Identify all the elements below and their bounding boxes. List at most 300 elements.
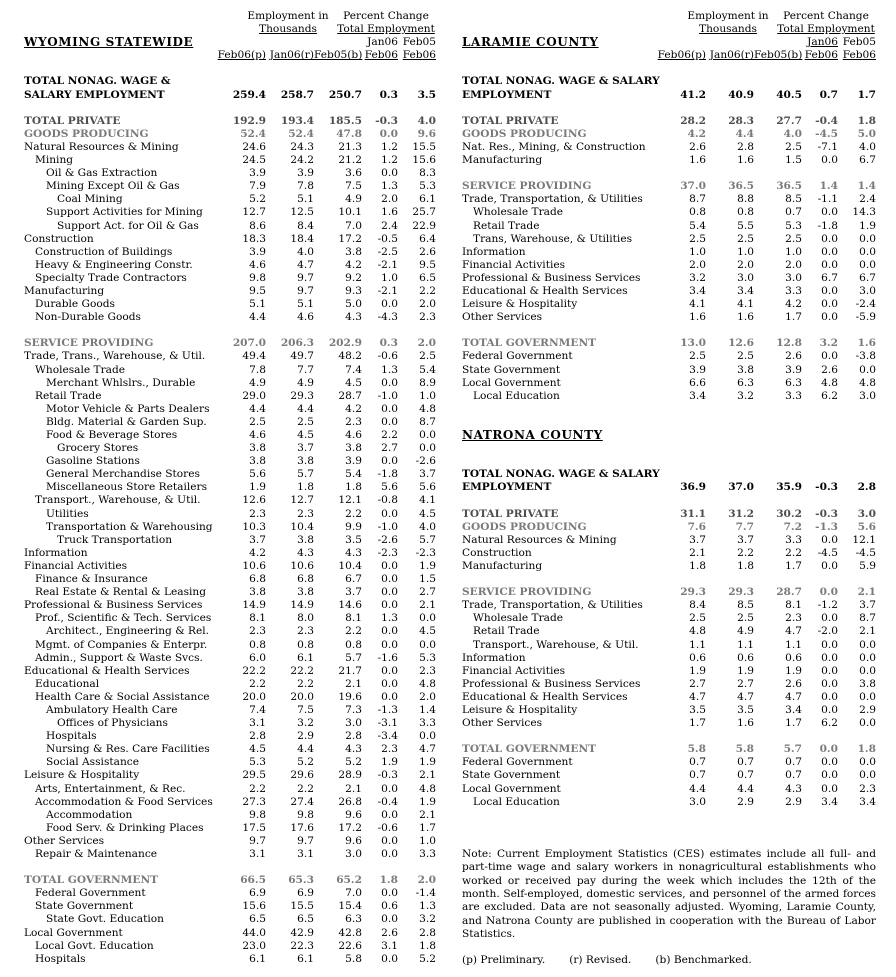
row-value: 4.7 [785, 690, 802, 703]
row-value: -0.4 [377, 795, 398, 808]
table-row [24, 534, 436, 547]
row-label: Motor Vehicle & Parts Dealers [46, 402, 210, 415]
row-label: TOTAL GOVERNMENT [462, 337, 597, 350]
row-value: 3.8 [737, 363, 754, 376]
row-value: -2.6 [377, 533, 398, 546]
row-value: 42.8 [338, 926, 362, 939]
table-row [462, 298, 876, 311]
table-row [24, 521, 436, 534]
row-value: 1.6 [857, 337, 876, 350]
row-value: 1.1 [737, 638, 754, 651]
table-row [24, 756, 436, 769]
row-value: 3.9 [345, 455, 362, 468]
table-row [462, 717, 876, 730]
row-value: 3.0 [857, 507, 876, 520]
row-value: 24.2 [290, 154, 314, 167]
row-value: 2.2 [249, 677, 266, 690]
row-value: 4.7 [297, 258, 314, 271]
table-row [24, 311, 436, 324]
row-label: Transportation & Warehousing [46, 520, 213, 533]
total-nonag-line1 [24, 75, 436, 88]
row-label: Miscellaneous Store Retailers [46, 481, 208, 494]
row-value: 42.9 [290, 926, 314, 939]
row-value: 9.5 [249, 284, 266, 297]
row-label: Manufacturing [462, 559, 543, 572]
row-value: 31.1 [680, 507, 706, 520]
row-value: 4.2 [687, 127, 706, 140]
row-value: -4.5 [855, 546, 876, 559]
row-value: 1.6 [381, 206, 398, 219]
row-value: 3.3 [419, 848, 436, 860]
row-value: 0.0 [381, 586, 398, 599]
row-value: -1.2 [817, 599, 838, 612]
row-value: 1.7 [689, 717, 706, 730]
row-label: Food & Beverage Stores [46, 429, 178, 441]
row-value: 2.5 [689, 232, 706, 245]
row-value: 1.3 [419, 900, 436, 913]
row-value: 12.1 [852, 533, 876, 546]
row-value: 4.4 [249, 402, 266, 415]
row-value: 8.9 [419, 376, 436, 389]
row-value: 5.2 [297, 756, 314, 769]
row-value: 3.2 [419, 913, 436, 926]
row-value: 0.3 [379, 337, 398, 350]
row-value: 2.1 [419, 808, 436, 821]
row-value: 3.5 [417, 88, 436, 101]
row-gap [24, 324, 436, 337]
row-value: 22.2 [290, 664, 314, 677]
table-row [24, 337, 436, 350]
row-value: 6.9 [249, 887, 266, 900]
row-value: 25.7 [412, 206, 436, 219]
row-value: 7.7 [735, 520, 754, 533]
row-value: 4.2 [249, 546, 266, 559]
row-label: State Government [35, 900, 134, 913]
row-value: -2.5 [377, 245, 398, 258]
row-value: -4.5 [817, 546, 838, 559]
row-value: -2.6 [415, 455, 436, 468]
row-value: 2.8 [419, 926, 436, 939]
row-value: 5.2 [249, 193, 266, 206]
row-value: 0.0 [821, 756, 838, 769]
row-value: -1.3 [377, 703, 398, 716]
row-value: 5.4 [419, 363, 436, 376]
row-value: 0.6 [785, 651, 802, 664]
row-label: Non-Durable Goods [35, 311, 141, 324]
row-value: 22.9 [412, 219, 436, 232]
row-value: 8.6 [249, 219, 266, 232]
row-value: 0.0 [381, 690, 398, 703]
row-value: 3.8 [249, 455, 266, 468]
table-row [462, 756, 876, 769]
row-value: 2.6 [785, 677, 802, 690]
row-value: -1.3 [815, 520, 838, 533]
header-line-4 [462, 49, 876, 62]
row-value: 2.2 [737, 546, 754, 559]
row-value: -5.9 [855, 311, 876, 324]
row-label: Professional & Business Services [462, 677, 641, 690]
row-value: 3.0 [737, 271, 754, 284]
row-value: 4.5 [249, 743, 266, 756]
row-value: 4.3 [345, 546, 362, 559]
table-row [24, 154, 436, 167]
row-value: -0.5 [377, 232, 398, 245]
row-value: 15.5 [290, 900, 314, 913]
row-value: 3.2 [737, 389, 754, 402]
row-value: 29.3 [680, 586, 706, 599]
table-row [24, 717, 436, 730]
row-value: 22.3 [290, 939, 314, 952]
row-value: 1.0 [737, 245, 754, 258]
row-label: State Government [462, 769, 561, 782]
row-value: 10.6 [242, 559, 266, 572]
row-value: 6.7 [821, 271, 838, 284]
row-value: 7.9 [249, 180, 266, 193]
row-value: 1.5 [419, 573, 436, 586]
row-value: 4.9 [345, 193, 362, 206]
row-value: 0.8 [249, 638, 266, 651]
table-row [24, 874, 436, 887]
row-value: 3.7 [345, 586, 362, 599]
table-row [24, 350, 436, 363]
row-value: 4.7 [737, 690, 754, 703]
table-row [24, 900, 436, 913]
row-value: 0.0 [821, 311, 838, 324]
row-value: 21.7 [338, 664, 362, 677]
table-row [462, 796, 876, 809]
row-value: 2.6 [821, 363, 838, 376]
row-value: -4.3 [377, 311, 398, 324]
row-value: 5.3 [419, 180, 436, 193]
wyoming-panel [24, 10, 436, 967]
row-value: 5.3 [249, 756, 266, 769]
row-value: 10.4 [338, 559, 362, 572]
row-label: Information [462, 245, 526, 258]
row-value: 3.1 [249, 848, 266, 860]
row-label: Wholesale Trade [35, 363, 126, 376]
table-row [24, 927, 436, 940]
row-value: 4.8 [689, 625, 706, 638]
row-value: 4.0 [417, 114, 436, 127]
table-row [24, 573, 436, 586]
table-row [462, 599, 876, 612]
table-row [462, 560, 876, 573]
row-value: 9.8 [249, 271, 266, 284]
counties-panel [462, 10, 876, 967]
row-value: 0.0 [821, 298, 838, 311]
row-value: 24.6 [242, 140, 266, 153]
row-value: 1.6 [737, 311, 754, 324]
row-value: 4.8 [419, 782, 436, 795]
col-header-feb06p: Feb06(p) [217, 49, 266, 62]
row-value: 4.2 [345, 258, 362, 271]
row-value: 9.3 [345, 284, 362, 297]
row-value: 2.2 [419, 284, 436, 297]
col-header-feb06b: Feb06 [402, 49, 436, 62]
row-value: 4.4 [689, 782, 706, 795]
table-row [24, 586, 436, 599]
row-value: 6.7 [859, 271, 876, 284]
total-nonag-line1 [462, 75, 876, 88]
row-value: 36.5 [728, 180, 754, 193]
row-value: 7.0 [345, 219, 362, 232]
row-value: 10.1 [338, 206, 362, 219]
table-row [462, 128, 876, 141]
row-value: 3.0 [785, 271, 802, 284]
spacer [462, 442, 876, 468]
row-value: 259.4 [232, 88, 266, 101]
table-row [24, 691, 436, 704]
table-row [24, 259, 436, 272]
row-value: 18.4 [290, 232, 314, 245]
row-value: 0.0 [381, 808, 398, 821]
table-row [462, 337, 876, 350]
row-value: 6.1 [419, 193, 436, 206]
table-row [24, 180, 436, 193]
row-value: 2.1 [345, 782, 362, 795]
row-value: 3.0 [345, 717, 362, 730]
row-value: 1.1 [785, 638, 802, 651]
row-value: 9.7 [249, 834, 266, 847]
row-value: 3.8 [345, 442, 362, 455]
row-value: -2.1 [377, 284, 398, 297]
row-value: 2.5 [785, 232, 802, 245]
row-value: 0.0 [381, 887, 398, 900]
row-label: Prof., Scientific & Tech. Services [35, 612, 212, 625]
row-value: 65.2 [336, 874, 362, 887]
row-value: -1.6 [377, 651, 398, 664]
row-label: Leisure & Hospitality [24, 769, 140, 782]
row-value: 4.3 [345, 743, 362, 756]
row-value: 4.0 [783, 127, 802, 140]
row-value: 206.3 [280, 337, 314, 350]
employment-in-label: Employment in [687, 10, 769, 22]
row-value: 2.1 [857, 586, 876, 599]
row-label: SALARY EMPLOYMENT [24, 88, 165, 101]
row-value: 3.9 [249, 167, 266, 180]
row-value: 3.8 [297, 586, 314, 599]
total-nonag-line2 [462, 89, 876, 102]
row-value: 9.6 [345, 834, 362, 847]
jan06-over-label: Jan06 [367, 36, 398, 49]
table-row [24, 285, 436, 298]
row-value: 12.1 [338, 494, 362, 507]
table-row [462, 547, 876, 560]
row-value: 0.0 [859, 664, 876, 677]
table-row [24, 625, 436, 638]
row-label: Specialty Trade Contractors [35, 271, 187, 284]
row-value: 15.6 [412, 154, 436, 167]
feb05-over-label: Feb05 [402, 36, 436, 49]
col-header-feb06a: Feb06 [364, 49, 398, 62]
table-row [24, 206, 436, 219]
row-value: 2.2 [297, 677, 314, 690]
row-value: 5.6 [419, 481, 436, 494]
col-header-feb06p: Feb06(p) [657, 49, 706, 62]
row-value: 0.0 [859, 717, 876, 730]
row-value: 2.3 [859, 782, 876, 795]
table-row [462, 639, 876, 652]
row-value: 47.8 [336, 127, 362, 140]
row-value: -0.3 [815, 481, 838, 494]
row-value: -0.3 [815, 507, 838, 520]
row-value: 3.4 [737, 284, 754, 297]
row-value: 1.4 [419, 703, 436, 716]
row-value: 6.2 [821, 389, 838, 402]
row-label: Ambulatory Health Care [46, 703, 178, 716]
row-value: 2.2 [785, 546, 802, 559]
row-value: 6.7 [345, 573, 362, 586]
row-value: 3.3 [785, 389, 802, 402]
row-value: 2.8 [737, 140, 754, 153]
row-value: 0.0 [821, 245, 838, 258]
table-row [462, 691, 876, 704]
row-value: 4.8 [821, 376, 838, 389]
row-value: 5.4 [689, 219, 706, 232]
row-value: 0.0 [381, 455, 398, 468]
row-value: 36.9 [680, 481, 706, 494]
row-value: 9.2 [345, 271, 362, 284]
row-value: -2.3 [415, 546, 436, 559]
row-value: 2.3 [249, 625, 266, 638]
row-value: 4.9 [297, 376, 314, 389]
table-row [462, 783, 876, 796]
table-row [24, 233, 436, 246]
row-value: 3.8 [297, 455, 314, 468]
row-label: Natural Resources & Mining [24, 140, 179, 153]
row-label: Educational & Health Services [462, 284, 628, 297]
row-value: 12.6 [242, 494, 266, 507]
laramie-column-header [462, 10, 876, 62]
row-label: Retail Trade [473, 625, 540, 638]
row-value: 3.4 [689, 389, 706, 402]
row-value: 1.0 [689, 245, 706, 258]
row-value: 1.8 [419, 939, 436, 952]
table-row [462, 390, 876, 403]
row-label: TOTAL PRIVATE [462, 507, 559, 520]
row-value: 0.0 [381, 952, 398, 965]
laramie-total-block [462, 75, 876, 101]
total-nonag-line1 [462, 468, 876, 481]
row-value: 3.0 [859, 284, 876, 297]
table-row [24, 809, 436, 822]
col-header-feb06a: Feb06 [804, 49, 838, 62]
table-row [24, 704, 436, 717]
table-row [24, 887, 436, 900]
row-gap [24, 861, 436, 874]
row-value: 5.0 [345, 298, 362, 311]
wyoming-title: WYOMING STATEWIDE [24, 35, 194, 50]
row-value: 2.9 [297, 730, 314, 743]
table-row [462, 220, 876, 233]
row-value: 3.1 [297, 848, 314, 860]
row-value: 3.7 [297, 442, 314, 455]
row-value: 0.7 [689, 769, 706, 782]
row-value: 37.0 [680, 180, 706, 193]
row-label: TOTAL GOVERNMENT [24, 874, 159, 887]
row-label: Truck Transportation [57, 533, 173, 546]
spacer [462, 62, 876, 75]
row-value: 1.3 [381, 612, 398, 625]
row-label: Support Act. for Oil & Gas [57, 219, 199, 232]
table-row [24, 494, 436, 507]
row-label: TOTAL PRIVATE [24, 114, 121, 127]
row-value: 12.5 [290, 206, 314, 219]
spacer [24, 62, 436, 75]
row-value: 1.7 [785, 717, 802, 730]
row-value: 4.6 [249, 429, 266, 441]
row-value: 2.9 [737, 795, 754, 808]
row-value: 0.8 [689, 206, 706, 219]
row-value: 1.2 [381, 154, 398, 167]
row-value: 2.3 [249, 507, 266, 520]
row-value: 0.0 [381, 848, 398, 860]
col-header-feb05b: Feb05(b) [754, 49, 803, 62]
row-value: 9.6 [345, 808, 362, 821]
row-value: 1.9 [419, 756, 436, 769]
row-value: 5.0 [857, 127, 876, 140]
row-value: 3.4 [821, 795, 838, 808]
row-label: Federal Government [35, 887, 146, 900]
row-value: 4.7 [689, 690, 706, 703]
row-value: -0.4 [815, 114, 838, 127]
row-label: Nursing & Res. Care Facilities [46, 743, 210, 756]
row-value: 6.3 [737, 376, 754, 389]
row-value: 2.7 [737, 677, 754, 690]
percent-change-label: Percent Change [343, 10, 429, 22]
row-value: 6.3 [345, 913, 362, 926]
row-value: 0.0 [821, 703, 838, 716]
row-value: 4.8 [419, 402, 436, 415]
row-value: 66.5 [240, 874, 266, 887]
row-value: 3.8 [859, 677, 876, 690]
row-label: Local Government [24, 926, 123, 939]
row-value: 1.9 [859, 219, 876, 232]
row-value: 2.2 [381, 429, 398, 441]
row-value: 1.0 [419, 834, 436, 847]
row-value: 8.8 [737, 193, 754, 206]
spacer [462, 494, 876, 507]
row-label: Repair & Maintenance [35, 848, 158, 860]
row-value: 0.0 [381, 913, 398, 926]
row-value: 0.0 [379, 127, 398, 140]
table-row [462, 154, 876, 167]
row-value: 0.0 [821, 258, 838, 271]
row-value: 2.0 [737, 258, 754, 271]
row-value: 4.0 [297, 245, 314, 258]
row-value: 3.3 [785, 284, 802, 297]
row-value: 2.3 [381, 743, 398, 756]
row-value: 5.5 [737, 219, 754, 232]
row-value: 5.3 [785, 219, 802, 232]
table-row [24, 390, 436, 403]
footnote-benchmarked: (b) Benchmarked. [655, 954, 752, 967]
row-label: Accommodation & Food Services [35, 795, 213, 808]
table-row [24, 167, 436, 180]
row-value: 7.2 [783, 520, 802, 533]
table-row [24, 612, 436, 625]
row-value: 7.0 [345, 887, 362, 900]
row-value: 4.6 [345, 429, 362, 441]
row-value: 0.0 [381, 415, 398, 428]
header-line-1 [462, 10, 876, 23]
row-value: 2.8 [249, 730, 266, 743]
row-value: 9.5 [419, 258, 436, 271]
row-label: Mining [35, 154, 74, 167]
row-value: 0.6 [381, 900, 398, 913]
row-value: 4.4 [249, 311, 266, 324]
row-value: 12.7 [242, 206, 266, 219]
